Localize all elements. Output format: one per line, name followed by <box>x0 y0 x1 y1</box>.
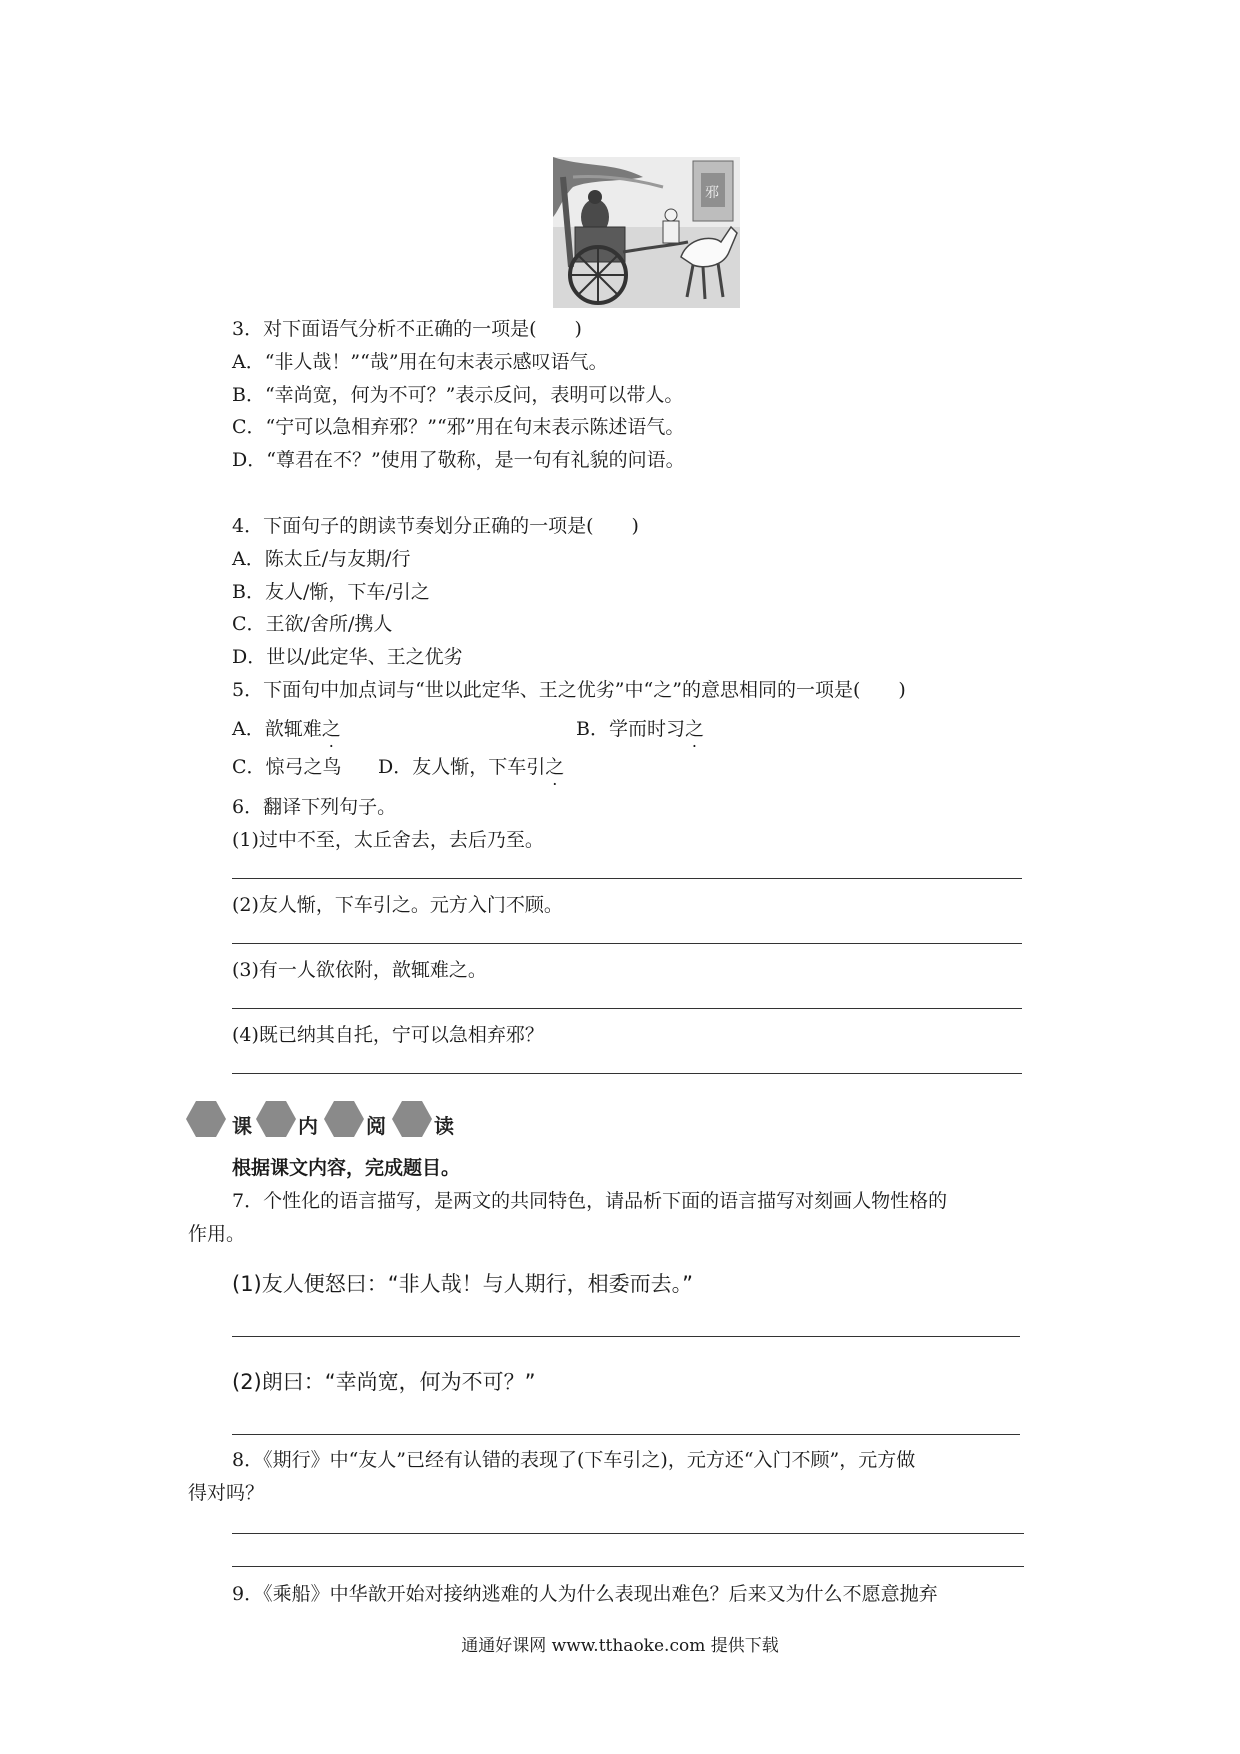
q3-option-d: D．“尊君在不？”使用了敬称，是一句有礼貌的问语。 <box>232 449 685 471</box>
q8-answer-line-1[interactable] <box>232 1533 1024 1534</box>
hexagon-icon <box>392 1101 432 1137</box>
reading-instruction: 根据课文内容，完成题目。 <box>232 1157 461 1179</box>
q3-option-c: C．“宁可以急相弃邪？”“邪”用在句末表示陈述语气。 <box>232 416 685 438</box>
q6-sentence-4: (4)既已纳其自托，宁可以急相弃邪？ <box>232 1024 544 1046</box>
q3-option-a: A．“非人哉！”“哉”用在句末表示感叹语气。 <box>232 351 608 373</box>
q5-option-d <box>378 755 564 779</box>
section-char-1: 课 <box>232 1114 252 1138</box>
section-char-4: 读 <box>434 1114 454 1138</box>
q6-answer-line-2[interactable] <box>232 943 1022 944</box>
q5-option-b-dotted-word: 之 <box>684 718 704 740</box>
q6-answer-line-1[interactable] <box>232 878 1022 879</box>
q5-option-c: C．惊弓之鸟 <box>232 756 342 778</box>
q3-option-b: B．“幸尚宽，何为不可？”表示反问，表明可以带人。 <box>232 384 684 406</box>
q8-line-1: 8．《期行》中“友人”已经有认错的表现了(下车引之)，元方还“入门不顾”，元方做 <box>232 1449 916 1471</box>
q6-sentence-3: (3)有一人欲依附，歆辄难之。 <box>232 959 487 981</box>
hexagon-icon <box>186 1101 226 1137</box>
q6-stem: 6．翻译下列句子。 <box>232 796 397 818</box>
q4-stem: 4．下面句子的朗读节奏划分正确的一项是( ) <box>232 515 639 537</box>
q6-sentence-1: (1)过中不至，太丘舍去，去后乃至。 <box>232 829 544 851</box>
section-char-2: 内 <box>298 1114 318 1138</box>
hexagon-icon <box>256 1101 296 1137</box>
q6-answer-line-4[interactable] <box>232 1073 1022 1074</box>
q9-line-1: 9．《乘船》中华歆开始对接纳逃难的人为什么表现出难色？后来又为什么不愿意抛弃 <box>232 1583 938 1605</box>
q5-option-d-dotted-word: 之 <box>545 756 565 778</box>
q4-option-c: C．王欲/舍所/携人 <box>232 613 393 635</box>
q8-answer-line-2[interactable] <box>232 1566 1024 1567</box>
page-footer: 通通好课网 www.tthaoke.com 提供下载 <box>461 1636 779 1656</box>
q4-option-b: B．友人/惭，下车/引之 <box>232 581 430 603</box>
q7-stem-line-2: 作用。 <box>188 1223 246 1245</box>
seal-char: 邪 <box>705 185 719 201</box>
section-char-3: 阅 <box>366 1114 386 1138</box>
q5-stem: 5．下面句中加点词与“世以此定华、王之优劣”中“之”的意思相同的一项是( ) <box>232 679 906 701</box>
q5-option-a-dotted-word: 之 <box>321 718 341 740</box>
q5-option-b-text: B．学而时习 <box>576 718 685 740</box>
q4-option-d: D．世以/此定华、王之优劣 <box>232 646 463 668</box>
q4-option-a: A．陈太丘/与友期/行 <box>232 548 411 570</box>
q7-answer-line-2[interactable] <box>232 1434 1020 1435</box>
q6-answer-line-3[interactable] <box>232 1008 1022 1009</box>
q3-stem: 3．对下面语气分析不正确的一项是( ) <box>232 318 582 340</box>
q6-sentence-2: (2)友人惭，下车引之。元方入门不顾。 <box>232 894 563 916</box>
q7-quote-1: (1)友人便怒曰：“非人哉！与人期行，相委而去。” <box>232 1272 694 1296</box>
q5-option-d-text: D．友人惭，下车引 <box>378 756 546 778</box>
chariot-illustration <box>553 157 740 308</box>
section-header-in-class-reading <box>186 1101 486 1141</box>
q5-option-a <box>232 717 341 741</box>
q8-line-2: 得对吗？ <box>188 1482 265 1504</box>
q5-option-b <box>576 717 704 741</box>
q7-quote-2: (2)朗曰：“幸尚宽，何为不可？” <box>232 1370 536 1394</box>
q7-answer-line-1[interactable] <box>232 1336 1020 1337</box>
q5-option-a-text: A．歆辄难 <box>232 718 322 740</box>
q7-stem-line-1: 7．个性化的语言描写，是两文的共同特色，请品析下面的语言描写对刻画人物性格的 <box>232 1190 948 1212</box>
hexagon-icon <box>324 1101 364 1137</box>
chariot-scene-image <box>553 157 740 308</box>
